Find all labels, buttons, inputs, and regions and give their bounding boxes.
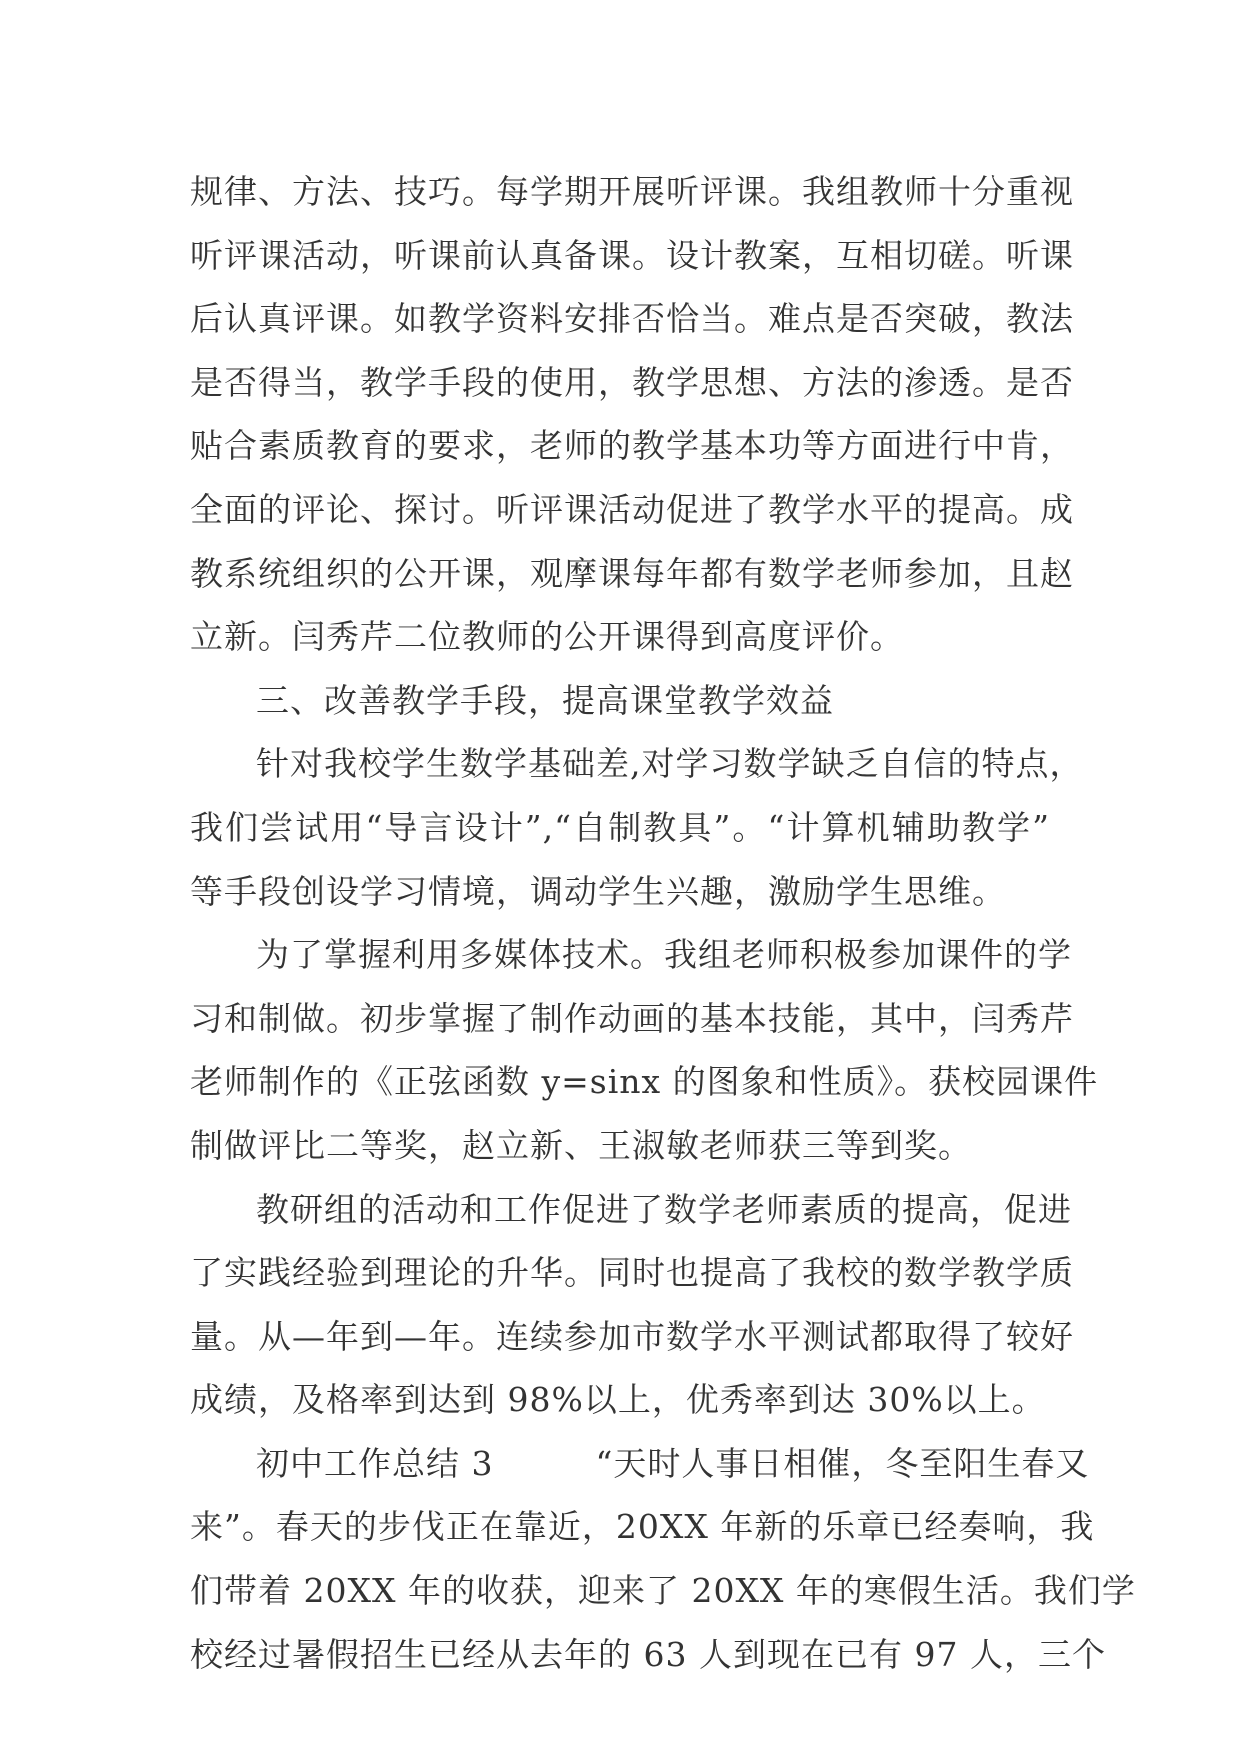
text-line: 教研组的活动和工作促进了数学老师素质的提高，促进 [256,1189,1072,1229]
text-line: 校经过暑假招生已经从去年的 63 人到现在已有 97 人，三个 [190,1634,1106,1674]
text-line: 老师制作的《正弦函数 y=sinx 的图象和性质》。获校园课件 [190,1062,1099,1102]
text-line: 听评课活动，听课前认真备课。设计教案，互相切磋。听课 [190,235,1074,275]
text-line: 来”。春天的步伐正在靠近，20XX 年新的乐章已经奏响，我 [190,1507,1095,1547]
text-line: 习和制做。初步掌握了制作动画的基本技能，其中，闫秀芹 [190,998,1074,1038]
text-line: 成绩，及格率到达到 98%以上，优秀率到达 30%以上。 [190,1380,1046,1420]
text-line: 针对我校学生数学基础差,对学习数学缺乏自信的特点， [256,744,1084,784]
text-line: 教系统组织的公开课，观摩课每年都有数学老师参加，且赵 [190,553,1074,593]
text-line: 全面的评论、探讨。听评课活动促进了教学水平的提高。成 [190,489,1074,529]
text-line: 等手段创设学习情境，调动学生兴趣，激励学生思维。 [190,871,1006,911]
text-line: 规律、方法、技巧。每学期开展听评课。我组教师十分重视 [190,172,1074,211]
text-line: 我们尝试用“导言设计”,“自制教具”。“计算机辅助教学” [190,807,1050,847]
text-line: 立新。闫秀芹二位教师的公开课得到高度评价。 [190,617,904,657]
text-line: 了实践经验到理论的升华。同时也提高了我校的数学教学质 [190,1253,1074,1293]
text-line: 三、改善教学手段，提高课堂教学效益 [256,680,834,720]
text-line: 为了掌握利用多媒体技术。我组老师积极参加课件的学 [256,935,1072,975]
text-line: 后认真评课。如教学资料安排否恰当。难点是否突破，教法 [190,299,1074,339]
document-body [190,160,1136,1686]
text-line: 量。从—年到—年。连续参加市数学水平测试都取得了较好 [190,1316,1074,1356]
text-line: 们带着 20XX 年的收获，迎来了 20XX 年的寒假生活。我们学 [190,1571,1136,1611]
text-line: 初中工作总结 3 “天时人事日相催，冬至阳生春又 [256,1443,1090,1483]
text-line: 制做评比二等奖，赵立新、王淑敏老师获三等到奖。 [190,1125,972,1165]
text-line: 贴合素质教育的要求，老师的教学基本功等方面进行中肯， [190,426,1074,466]
text-line: 是否得当，教学手段的使用，教学思想、方法的渗透。是否 [190,362,1074,402]
